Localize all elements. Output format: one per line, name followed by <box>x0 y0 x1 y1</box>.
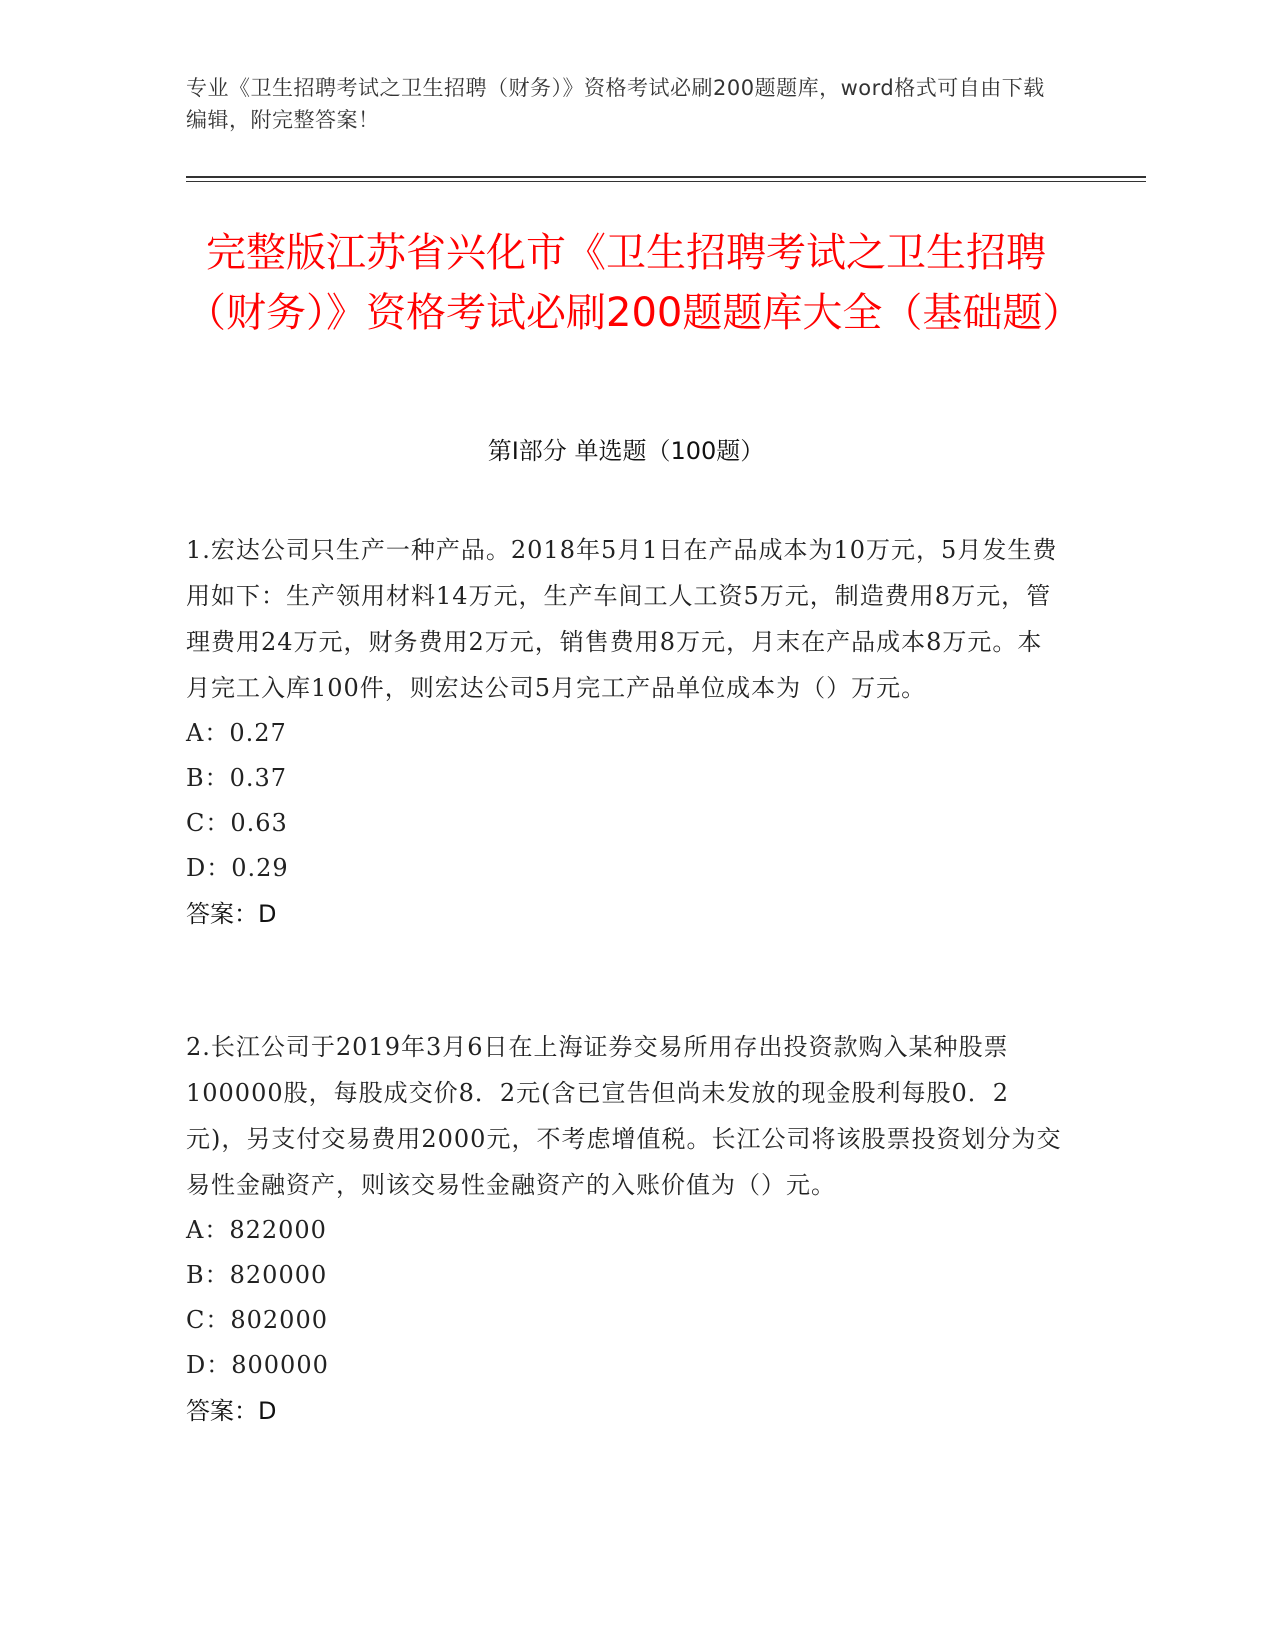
question-stem: 1.宏达公司只生产一种产品。2018年5月1日在产品成本为10万元，5月发生费用如下：生产领用材料14万元，生产车间工人工资5万元，制造费用8万元，管理费用24万元，财务费用2万元，销售费用8万元，月末在产品成本8万元。本月完工入库100件，则宏达公司5月完工产品单位成本为（）万元。 <box>186 536 1058 702</box>
answer-label: 答案：D <box>186 900 277 928</box>
option-b: B：0.37 <box>186 764 288 792</box>
option-a: A：0.27 <box>186 719 287 747</box>
header-note: 专业《卫生招聘考试之卫生招聘（财务）》资格考试必刷200题题库，word格式可自由下载编辑，附完整答案！ <box>186 76 1045 132</box>
option-list <box>186 1208 1066 1388</box>
question-1 <box>186 527 1066 937</box>
option-d: D：0.29 <box>186 854 289 882</box>
header-divider-thick <box>186 176 1146 178</box>
option-list <box>186 711 1066 891</box>
option-b: B：820000 <box>186 1261 328 1289</box>
option-a: A：822000 <box>186 1216 327 1244</box>
question-2 <box>186 1024 1066 1434</box>
option-c: C：802000 <box>186 1306 328 1334</box>
document-title: 完整版江苏省兴化市《卫生招聘考试之卫生招聘（财务）》资格考试必刷200题题库大全（基础题） <box>186 230 1083 336</box>
header-divider-thin <box>186 181 1146 182</box>
option-d: D：800000 <box>186 1351 329 1379</box>
question-stem: 2.长江公司于2019年3月6日在上海证券交易所用存出投资款购入某种股票100000股，每股成交价8．2元(含已宣告但尚未发放的现金股利每股0．2元)，另支付交易费用2000元，不考虑增值税。长江公司将该股票投资划分为交易性金融资产，则该交易性金融资产的入账价值为（）元。 <box>186 1033 1062 1199</box>
option-c: C：0.63 <box>186 809 288 837</box>
answer-label: 答案：D <box>186 1397 277 1425</box>
section-title: 第I部分 单选题（100题） <box>487 437 765 465</box>
